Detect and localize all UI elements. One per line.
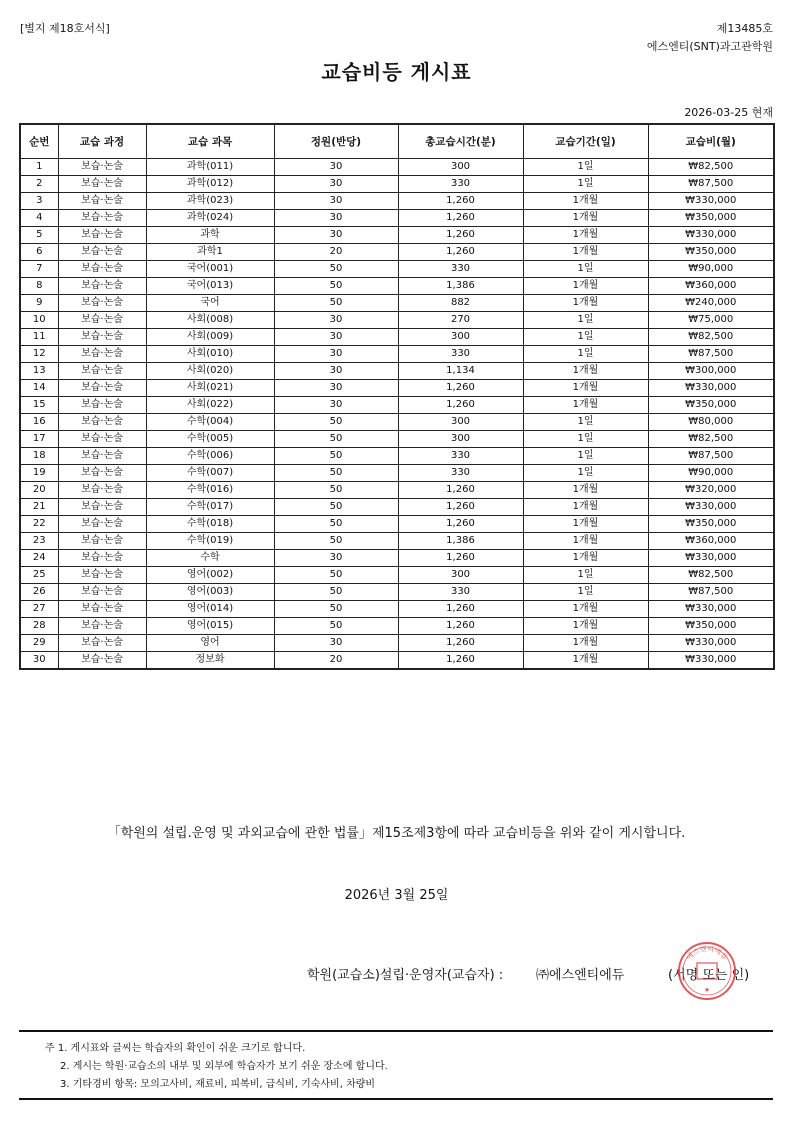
table-row (20, 397, 774, 414)
cell-total-minutes: 1,260 (398, 227, 523, 244)
cell-period: 1일 (523, 431, 648, 448)
cell-number: 29 (20, 635, 58, 652)
table-row (20, 193, 774, 210)
cell-period: 1개월 (523, 380, 648, 397)
cell-subject: 과학(024) (146, 210, 274, 227)
col-header-subject: 교습 과목 (146, 124, 274, 159)
signatory-name: ㈜에스엔티에듀 (536, 968, 625, 983)
cell-capacity: 30 (274, 635, 398, 652)
cell-period: 1일 (523, 584, 648, 601)
cell-total-minutes: 1,260 (398, 652, 523, 670)
cell-total-minutes: 1,386 (398, 533, 523, 550)
cell-capacity: 30 (274, 227, 398, 244)
cell-subject: 과학 (146, 227, 274, 244)
tuition-fee-table (19, 123, 775, 670)
note-item-2: 2. 게시는 학원·교습소의 내부 및 외부에 학습자가 보기 쉬운 장소에 합니다. (60, 1061, 388, 1072)
cell-number: 14 (20, 380, 58, 397)
cell-course: 보습·논술 (58, 584, 146, 601)
signatory-label: 학원(교습소)설립·운영자(교습자) : (307, 968, 504, 983)
cell-number: 4 (20, 210, 58, 227)
cell-capacity: 50 (274, 448, 398, 465)
cell-capacity: 30 (274, 380, 398, 397)
cell-total-minutes: 1,260 (398, 499, 523, 516)
cell-number: 11 (20, 329, 58, 346)
cell-capacity: 30 (274, 397, 398, 414)
cell-total-minutes: 882 (398, 295, 523, 312)
cell-subject: 수학(004) (146, 414, 274, 431)
cell-course: 보습·논술 (58, 312, 146, 329)
seal-arc-text: 에스엔티에듀 (685, 944, 729, 962)
table-row (20, 244, 774, 261)
cell-subject: 영어(003) (146, 584, 274, 601)
document-number: 제13485호 (716, 22, 773, 35)
cell-course: 보습·논술 (58, 210, 146, 227)
cell-number: 28 (20, 618, 58, 635)
cell-subject: 사회(022) (146, 397, 274, 414)
cell-total-minutes: 270 (398, 312, 523, 329)
cell-number: 21 (20, 499, 58, 516)
cell-capacity: 50 (274, 278, 398, 295)
cell-number: 16 (20, 414, 58, 431)
cell-fee: ₩87,500 (648, 176, 774, 193)
cell-fee: ₩87,500 (648, 584, 774, 601)
cell-subject: 수학(006) (146, 448, 274, 465)
cell-number: 12 (20, 346, 58, 363)
col-header-capacity: 정원(반당) (274, 124, 398, 159)
cell-fee: ₩330,000 (648, 193, 774, 210)
table-row (20, 652, 774, 670)
notes-top-divider (19, 1030, 773, 1032)
cell-capacity: 50 (274, 533, 398, 550)
cell-number: 27 (20, 601, 58, 618)
table-row (20, 618, 774, 635)
cell-number: 25 (20, 567, 58, 584)
cell-period: 1개월 (523, 244, 648, 261)
cell-total-minutes: 1,260 (398, 210, 523, 227)
cell-subject: 사회(021) (146, 380, 274, 397)
cell-course: 보습·논술 (58, 227, 146, 244)
table-row (20, 448, 774, 465)
cell-total-minutes: 1,260 (398, 193, 523, 210)
cell-number: 8 (20, 278, 58, 295)
cell-subject: 수학(018) (146, 516, 274, 533)
cell-total-minutes: 330 (398, 261, 523, 278)
cell-total-minutes: 1,260 (398, 516, 523, 533)
cell-subject: 영어 (146, 635, 274, 652)
col-header-course: 교습 과정 (58, 124, 146, 159)
cell-course: 보습·논술 (58, 567, 146, 584)
cell-period: 1개월 (523, 601, 648, 618)
note-item-1: 주 1. 게시표와 글씨는 학습자의 확인이 쉬운 크기로 합니다. (45, 1043, 306, 1054)
cell-number: 3 (20, 193, 58, 210)
cell-period: 1일 (523, 465, 648, 482)
cell-course: 보습·논술 (58, 159, 146, 176)
cell-fee: ₩330,000 (648, 227, 774, 244)
cell-period: 1일 (523, 176, 648, 193)
company-seal-stamp (677, 941, 737, 1001)
cell-number: 20 (20, 482, 58, 499)
cell-total-minutes: 1,260 (398, 380, 523, 397)
cell-capacity: 50 (274, 499, 398, 516)
cell-number: 9 (20, 295, 58, 312)
cell-total-minutes: 300 (398, 567, 523, 584)
cell-subject: 수학(007) (146, 465, 274, 482)
notes-section (45, 1040, 388, 1094)
cell-period: 1일 (523, 261, 648, 278)
cell-total-minutes: 1,386 (398, 278, 523, 295)
table-row (20, 176, 774, 193)
cell-course: 보습·논술 (58, 346, 146, 363)
legal-statement: 「학원의 설립.운영 및 과외교습에 관한 법률」제15조제3항에 따라 교습비등을 위와 같이 게시합니다. (107, 826, 686, 841)
cell-fee: ₩350,000 (648, 210, 774, 227)
cell-fee: ₩75,000 (648, 312, 774, 329)
cell-total-minutes: 300 (398, 159, 523, 176)
cell-number: 17 (20, 431, 58, 448)
cell-period: 1일 (523, 567, 648, 584)
cell-total-minutes: 1,260 (398, 635, 523, 652)
cell-course: 보습·논술 (58, 516, 146, 533)
table-row (20, 261, 774, 278)
cell-period: 1개월 (523, 363, 648, 380)
cell-total-minutes: 300 (398, 414, 523, 431)
cell-subject: 과학(023) (146, 193, 274, 210)
cell-capacity: 20 (274, 244, 398, 261)
cell-subject: 과학1 (146, 244, 274, 261)
cell-fee: ₩330,000 (648, 635, 774, 652)
cell-fee: ₩350,000 (648, 397, 774, 414)
cell-subject: 수학(019) (146, 533, 274, 550)
table-row (20, 499, 774, 516)
cell-period: 1일 (523, 312, 648, 329)
statement-date: 2026년 3월 25일 (344, 888, 449, 903)
table-row (20, 414, 774, 431)
cell-fee: ₩82,500 (648, 329, 774, 346)
cell-course: 보습·논술 (58, 363, 146, 380)
cell-number: 2 (20, 176, 58, 193)
cell-capacity: 30 (274, 363, 398, 380)
cell-course: 보습·논술 (58, 448, 146, 465)
cell-subject: 정보화 (146, 652, 274, 670)
cell-total-minutes: 1,260 (398, 397, 523, 414)
cell-fee: ₩330,000 (648, 499, 774, 516)
table-row (20, 431, 774, 448)
cell-fee: ₩87,500 (648, 448, 774, 465)
cell-number: 30 (20, 652, 58, 670)
cell-course: 보습·논술 (58, 601, 146, 618)
cell-capacity: 50 (274, 431, 398, 448)
cell-fee: ₩90,000 (648, 261, 774, 278)
cell-number: 6 (20, 244, 58, 261)
cell-total-minutes: 1,134 (398, 363, 523, 380)
cell-period: 1개월 (523, 397, 648, 414)
cell-course: 보습·논술 (58, 414, 146, 431)
note-item-3: 3. 기타경비 항목: 모의고사비, 재료비, 피복비, 급식비, 기숙사비, 차량비 (60, 1079, 376, 1090)
cell-period: 1개월 (523, 227, 648, 244)
cell-period: 1개월 (523, 652, 648, 670)
col-header-total-minutes: 총교습시간(분) (398, 124, 523, 159)
cell-fee: ₩350,000 (648, 618, 774, 635)
cell-fee: ₩360,000 (648, 278, 774, 295)
cell-fee: ₩82,500 (648, 431, 774, 448)
cell-course: 보습·논술 (58, 482, 146, 499)
cell-capacity: 50 (274, 261, 398, 278)
table-row (20, 312, 774, 329)
table-row (20, 567, 774, 584)
cell-period: 1개월 (523, 499, 648, 516)
col-header-fee: 교습비(월) (648, 124, 774, 159)
table-header-row (20, 124, 774, 159)
cell-total-minutes: 1,260 (398, 601, 523, 618)
cell-course: 보습·논술 (58, 329, 146, 346)
table-row (20, 601, 774, 618)
cell-subject: 사회(008) (146, 312, 274, 329)
cell-course: 보습·논술 (58, 465, 146, 482)
cell-fee: ₩90,000 (648, 465, 774, 482)
cell-capacity: 50 (274, 601, 398, 618)
cell-subject: 수학(016) (146, 482, 274, 499)
cell-total-minutes: 330 (398, 465, 523, 482)
table-row (20, 329, 774, 346)
table-row (20, 584, 774, 601)
table-row (20, 482, 774, 499)
cell-total-minutes: 1,260 (398, 244, 523, 261)
table-row (20, 516, 774, 533)
cell-total-minutes: 1,260 (398, 550, 523, 567)
cell-period: 1개월 (523, 295, 648, 312)
table-row (20, 346, 774, 363)
cell-subject: 과학(011) (146, 159, 274, 176)
cell-course: 보습·논술 (58, 397, 146, 414)
cell-number: 5 (20, 227, 58, 244)
cell-course: 보습·논술 (58, 652, 146, 670)
cell-total-minutes: 1,260 (398, 618, 523, 635)
cell-subject: 수학(005) (146, 431, 274, 448)
cell-fee: ₩240,000 (648, 295, 774, 312)
cell-course: 보습·논술 (58, 244, 146, 261)
cell-fee: ₩330,000 (648, 550, 774, 567)
cell-subject: 수학(017) (146, 499, 274, 516)
cell-fee: ₩350,000 (648, 244, 774, 261)
form-label: [별지 제18호서식] (20, 22, 110, 35)
cell-period: 1개월 (523, 278, 648, 295)
cell-period: 1개월 (523, 482, 648, 499)
cell-capacity: 30 (274, 176, 398, 193)
cell-capacity: 50 (274, 295, 398, 312)
cell-total-minutes: 330 (398, 176, 523, 193)
cell-total-minutes: 330 (398, 346, 523, 363)
cell-fee: ₩330,000 (648, 652, 774, 670)
cell-subject: 사회(009) (146, 329, 274, 346)
cell-subject: 영어(014) (146, 601, 274, 618)
cell-number: 7 (20, 261, 58, 278)
cell-subject: 국어(001) (146, 261, 274, 278)
cell-capacity: 30 (274, 550, 398, 567)
seal-center-mark (697, 963, 717, 979)
cell-total-minutes: 300 (398, 431, 523, 448)
cell-course: 보습·논술 (58, 261, 146, 278)
cell-capacity: 50 (274, 414, 398, 431)
cell-number: 13 (20, 363, 58, 380)
cell-number: 26 (20, 584, 58, 601)
cell-course: 보습·논술 (58, 380, 146, 397)
cell-total-minutes: 300 (398, 329, 523, 346)
cell-course: 보습·논술 (58, 550, 146, 567)
page-title: 교습비등 게시표 (321, 60, 472, 84)
cell-capacity: 30 (274, 312, 398, 329)
cell-capacity: 50 (274, 516, 398, 533)
cell-number: 15 (20, 397, 58, 414)
cell-capacity: 30 (274, 193, 398, 210)
cell-fee: ₩300,000 (648, 363, 774, 380)
cell-capacity: 50 (274, 584, 398, 601)
cell-number: 10 (20, 312, 58, 329)
cell-course: 보습·논술 (58, 193, 146, 210)
cell-course: 보습·논술 (58, 295, 146, 312)
cell-capacity: 30 (274, 210, 398, 227)
cell-capacity: 50 (274, 465, 398, 482)
cell-period: 1일 (523, 346, 648, 363)
cell-number: 22 (20, 516, 58, 533)
table-row (20, 295, 774, 312)
cell-number: 24 (20, 550, 58, 567)
cell-course: 보습·논술 (58, 635, 146, 652)
as-of-date: 2026-03-25 현재 (684, 106, 773, 119)
cell-period: 1일 (523, 159, 648, 176)
table-row (20, 227, 774, 244)
cell-subject: 수학 (146, 550, 274, 567)
cell-capacity: 30 (274, 346, 398, 363)
cell-course: 보습·논술 (58, 431, 146, 448)
cell-period: 1개월 (523, 618, 648, 635)
cell-capacity: 30 (274, 329, 398, 346)
cell-fee: ₩320,000 (648, 482, 774, 499)
cell-course: 보습·논술 (58, 278, 146, 295)
cell-capacity: 20 (274, 652, 398, 670)
cell-number: 19 (20, 465, 58, 482)
cell-fee: ₩350,000 (648, 516, 774, 533)
table-row (20, 550, 774, 567)
table-row (20, 210, 774, 227)
cell-subject: 국어 (146, 295, 274, 312)
cell-course: 보습·논술 (58, 618, 146, 635)
cell-number: 23 (20, 533, 58, 550)
cell-fee: ₩80,000 (648, 414, 774, 431)
cell-period: 1개월 (523, 516, 648, 533)
academy-name: 에스엔티(SNT)과고관학원 (646, 40, 773, 53)
cell-period: 1개월 (523, 193, 648, 210)
notes-bottom-divider (19, 1098, 773, 1100)
cell-course: 보습·논술 (58, 533, 146, 550)
cell-fee: ₩360,000 (648, 533, 774, 550)
cell-period: 1일 (523, 414, 648, 431)
cell-subject: 영어(002) (146, 567, 274, 584)
table-row (20, 533, 774, 550)
seal-star-icon: ★ (703, 986, 711, 994)
table-row (20, 159, 774, 176)
cell-period: 1일 (523, 448, 648, 465)
table-row (20, 465, 774, 482)
cell-subject: 사회(010) (146, 346, 274, 363)
cell-total-minutes: 330 (398, 448, 523, 465)
table-row (20, 363, 774, 380)
cell-period: 1일 (523, 329, 648, 346)
cell-capacity: 30 (274, 159, 398, 176)
cell-course: 보습·논술 (58, 499, 146, 516)
cell-course: 보습·논술 (58, 176, 146, 193)
cell-capacity: 50 (274, 618, 398, 635)
col-header-number: 순번 (20, 124, 58, 159)
cell-capacity: 50 (274, 567, 398, 584)
signature-or-seal-note: (서명 또는 인) (668, 968, 750, 983)
cell-period: 1개월 (523, 533, 648, 550)
cell-fee: ₩82,500 (648, 159, 774, 176)
cell-period: 1개월 (523, 210, 648, 227)
table-row (20, 380, 774, 397)
cell-total-minutes: 1,260 (398, 482, 523, 499)
cell-number: 18 (20, 448, 58, 465)
cell-total-minutes: 330 (398, 584, 523, 601)
table-row (20, 635, 774, 652)
cell-fee: ₩87,500 (648, 346, 774, 363)
cell-fee: ₩330,000 (648, 601, 774, 618)
table-row (20, 278, 774, 295)
cell-fee: ₩330,000 (648, 380, 774, 397)
cell-number: 1 (20, 159, 58, 176)
cell-subject: 과학(012) (146, 176, 274, 193)
col-header-period: 교습기간(일) (523, 124, 648, 159)
cell-period: 1개월 (523, 635, 648, 652)
cell-subject: 국어(013) (146, 278, 274, 295)
cell-capacity: 50 (274, 482, 398, 499)
cell-subject: 영어(015) (146, 618, 274, 635)
cell-period: 1개월 (523, 550, 648, 567)
cell-fee: ₩82,500 (648, 567, 774, 584)
cell-subject: 사회(020) (146, 363, 274, 380)
